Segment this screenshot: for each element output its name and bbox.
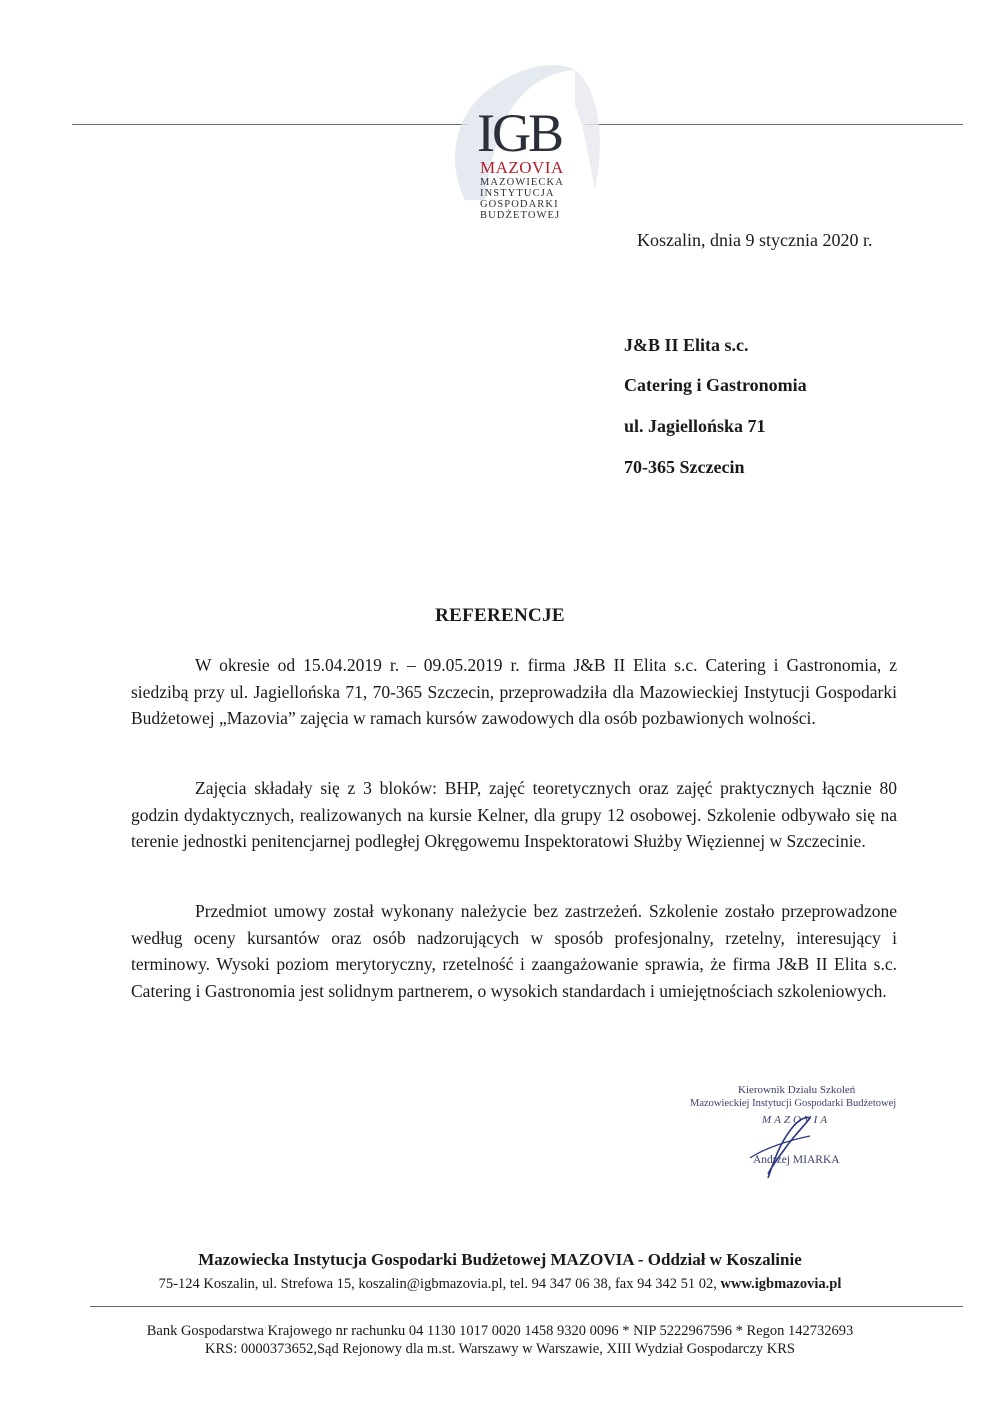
- recipient-line-1: J&B II Elita s.c.: [624, 335, 749, 355]
- footer-krs-info: KRS: 0000373652,Sąd Rejonowy dla m.st. Warszawy w Warszawie, XIII Wydział Gospodarczy KRS: [205, 1341, 795, 1357]
- stamp-line-4: Andrzej MIARKA: [753, 1154, 840, 1166]
- logo-line-1: MAZOWIECKA: [480, 177, 564, 188]
- letter-date: Koszalin, dnia 9 stycznia 2020 r.: [637, 230, 873, 250]
- footer-rule: [90, 1306, 963, 1307]
- igb-mazovia-logo: [425, 50, 615, 221]
- footer-organization-name: Mazowiecka Instytucja Gospodarki Budżetowej MAZOVIA - Oddział w Koszalinie: [198, 1250, 802, 1269]
- stamp-line-1: Kierownik Działu Szkoleń: [738, 1084, 856, 1096]
- body-paragraph-3: Przedmiot umowy został wykonany należycie bez zastrzeżeń. Szkolenie zostało przeprowadzone według oceny kursantów oraz osób nadzorujących w sposób profesjonalny, rzetelny, interesujący i terminowy. Wysoki poziom merytoryczny, rzetelność i zaangażowanie sprawia, że firma J&B II Elita s.c. Catering i Gastronomia jest solidnym partnerem, o wysokich standardach i umiejętnościach szkoleniowych.: [131, 901, 897, 1001]
- logo-line-4: BUDŻETOWEJ: [480, 210, 561, 221]
- body-paragraph-1: W okresie od 15.04.2019 r. – 09.05.2019 r. firma J&B II Elita s.c. Catering i Gastronomia, z siedzibą przy ul. Jagiellońska 71, 70-365 Szczecin, przeprowadziła dla Mazowieckiej Instytucji Gospodarki Budżetowej „Mazovia” zajęcia w ramach kursów zawodowych dla osób pozbawionych wolności.: [131, 655, 897, 728]
- footer-address-line: [0, 1276, 1000, 1293]
- signature-stamp: [680, 1078, 940, 1178]
- logo-line-2: INSTYTUCJA: [480, 188, 555, 199]
- footer-address: 75-124 Koszalin, ul. Strefowa 15, koszalin@igbmazovia.pl, tel. 94 347 06 38, fax 94 342 51 02,: [158, 1276, 717, 1292]
- logo-line-3: GOSPODARKI: [480, 199, 559, 210]
- recipient-line-4: 70-365 Szczecin: [624, 457, 745, 477]
- recipient-line-3: ul. Jagiellońska 71: [624, 416, 766, 436]
- body-paragraph-3-container: [131, 898, 897, 1004]
- footer-website-link[interactable]: www.igbmazovia.pl: [720, 1276, 842, 1292]
- stamp-line-2: Mazowieckiej Instytucji Gospodarki Budżetowej: [690, 1098, 897, 1109]
- header-rule-right: [585, 124, 963, 125]
- body-paragraph-1-container: [131, 652, 897, 732]
- logo-mazovia-text: MAZOVIA: [480, 158, 564, 177]
- header-rule-left: [72, 124, 468, 125]
- document-title: REFERENCJE: [435, 605, 565, 626]
- footer-bank-info: Bank Gospodarstwa Krajowego nr rachunku 04 1130 1017 0020 1458 9320 0096 * NIP 5222967596 * Regon 142732693: [146, 1323, 854, 1339]
- logo-igb-text: IGB: [477, 103, 561, 163]
- body-paragraph-2-container: [131, 775, 897, 855]
- stamp-line-3: MAZOVIA: [762, 1114, 831, 1126]
- body-paragraph-2: Zajęcia składały się z 3 bloków: BHP, zajęć teoretycznych oraz zajęć praktycznych łącznie 80 godzin dydaktycznych, realizowanych na kursie Kelner, dla grupy 12 osobowej. Szkolenie odbywało się na terenie jednostki penitencjarnej podległej Okręgowemu Inspektoratowi Służby Więziennej w Szczecinie.: [131, 778, 897, 851]
- recipient-line-2: Catering i Gastronomia: [624, 375, 807, 395]
- handwritten-signature-icon: [680, 1078, 940, 1178]
